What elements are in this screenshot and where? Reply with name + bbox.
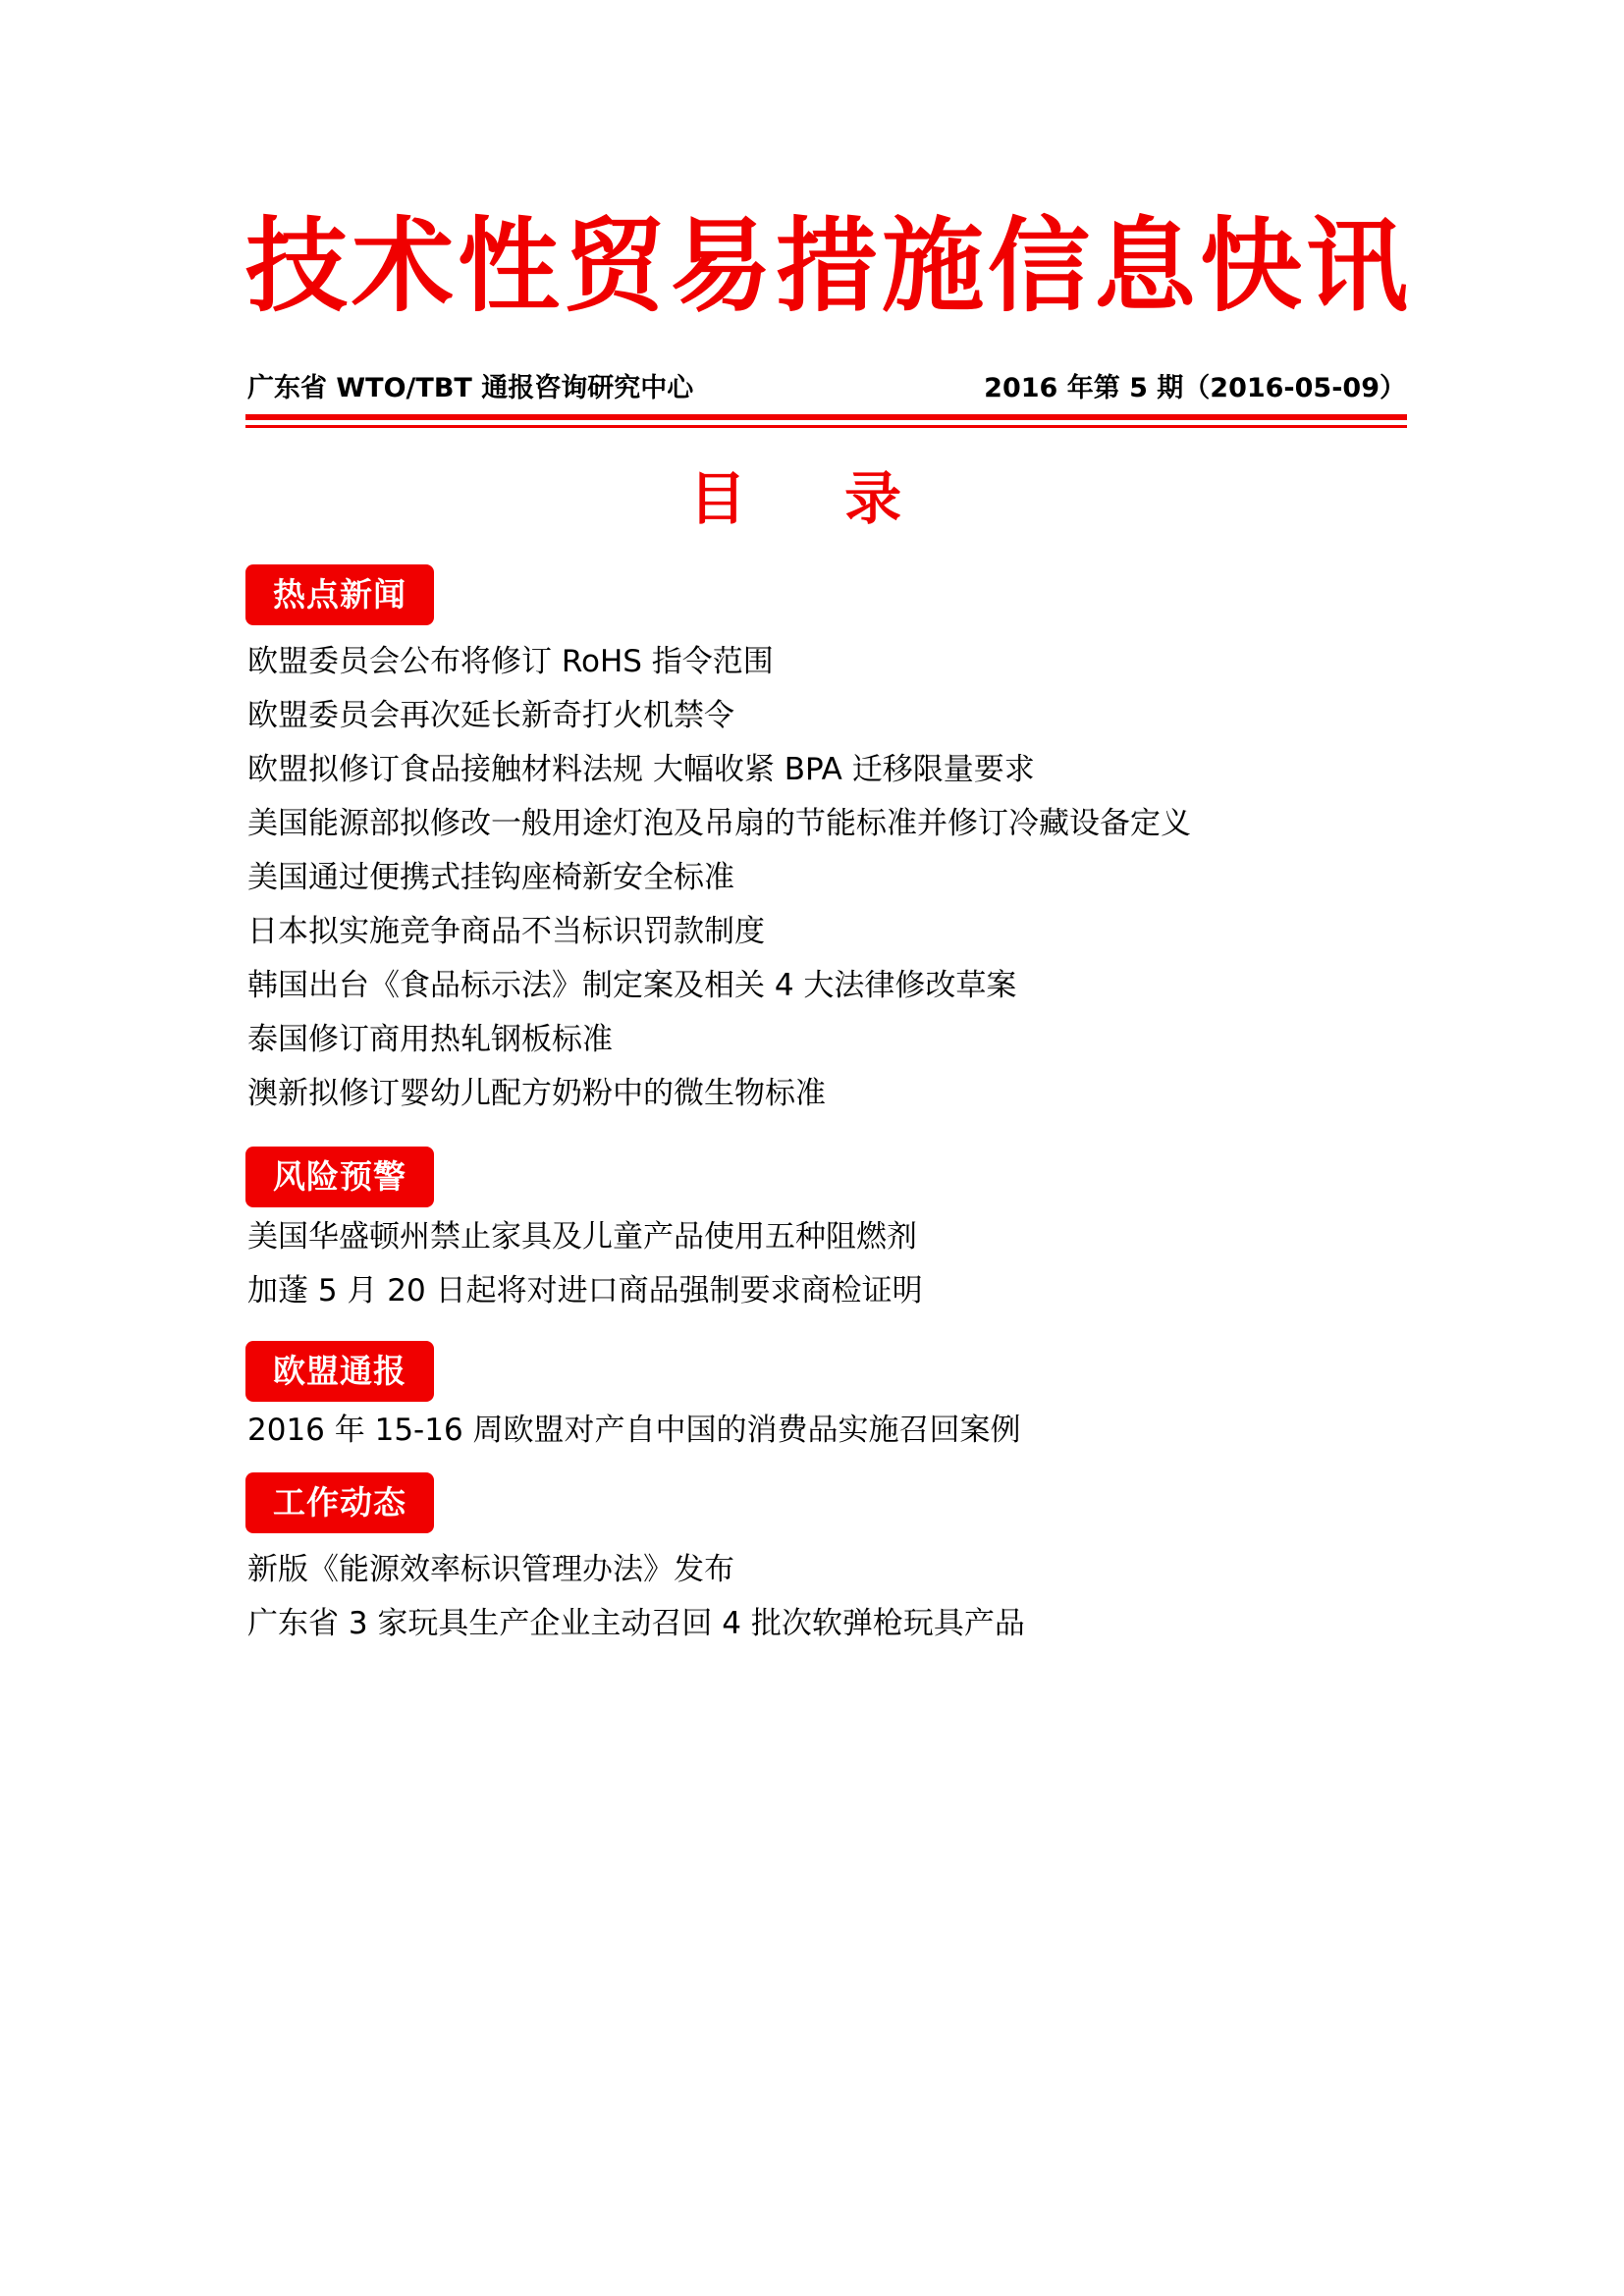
toc-item[interactable]: 韩国出台《食品标示法》制定案及相关 4 大法律修改草案 (247, 968, 1017, 1003)
toc-item[interactable]: 日本拟实施竞争商品不当标识罚款制度 (247, 914, 765, 949)
toc-item[interactable]: 新版《能源效率标识管理办法》发布 (247, 1552, 734, 1587)
meta-row (247, 369, 1406, 408)
toc-item[interactable]: 加蓬 5 月 20 日起将对进口商品强制要求商检证明 (247, 1273, 923, 1308)
toc-item[interactable]: 美国通过便携式挂钩座椅新安全标准 (247, 860, 734, 895)
toc-item[interactable]: 欧盟拟修订食品接触材料法规 大幅收紧 BPA 迁移限量要求 (247, 752, 1035, 787)
toc-item[interactable]: 广东省 3 家玩具生产企业主动召回 4 批次软弹枪玩具产品 (247, 1606, 1025, 1641)
toc-item[interactable]: 2016 年 15-16 周欧盟对产自中国的消费品实施召回案例 (247, 1413, 1021, 1448)
header-rule-thin (245, 425, 1407, 428)
section-badge-work-updates[interactable]: 工作动态 (245, 1472, 434, 1533)
section-badge-risk-warning[interactable]: 风险预警 (245, 1147, 434, 1207)
toc-item[interactable]: 欧盟委员会再次延长新奇打火机禁令 (247, 698, 734, 733)
section-badge-hot-news[interactable]: 热点新闻 (245, 564, 434, 625)
toc-item[interactable]: 澳新拟修订婴幼儿配方奶粉中的微生物标准 (247, 1076, 826, 1111)
toc-heading: 目 录 (688, 465, 942, 532)
toc-item[interactable]: 欧盟委员会公布将修订 RoHS 指令范围 (247, 644, 774, 679)
toc-item[interactable]: 美国华盛顿州禁止家具及儿童产品使用五种阻燃剂 (247, 1219, 917, 1255)
toc-item[interactable]: 泰国修订商用热轧钢板标准 (247, 1022, 613, 1057)
section-badge-eu-notification[interactable]: 欧盟通报 (245, 1341, 434, 1402)
toc-item[interactable]: 美国能源部拟修改一般用途灯泡及吊扇的节能标准并修订冷藏设备定义 (247, 806, 1191, 841)
header-rule-thick (245, 414, 1407, 420)
organization-name: 广东省 WTO/TBT 通报咨询研究中心 (247, 373, 694, 403)
issue-info: 2016 年第 5 期（2016-05-09） (984, 373, 1406, 403)
newsletter-title: 技术性贸易措施信息快讯 (245, 206, 1413, 326)
